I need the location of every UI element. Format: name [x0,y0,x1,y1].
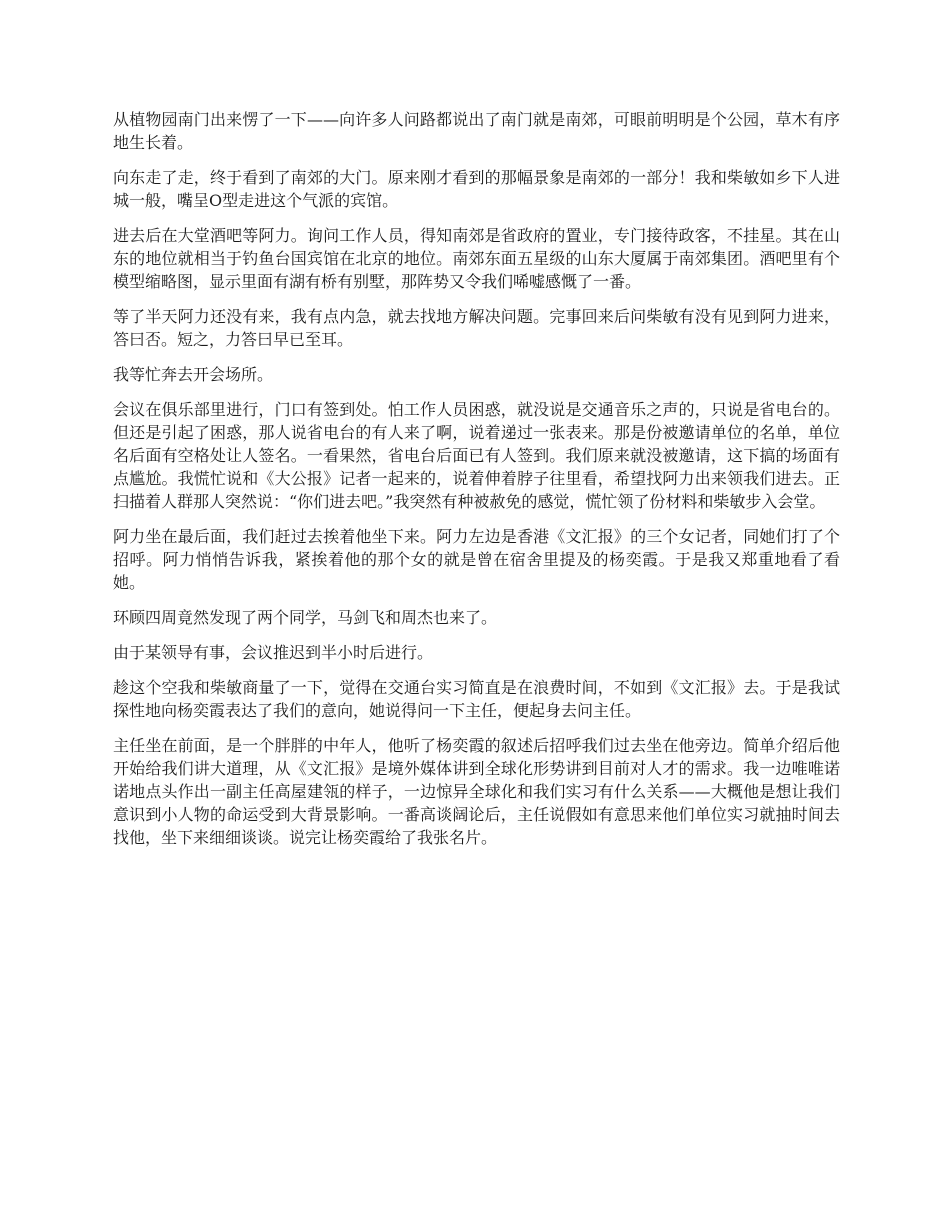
paragraph-8: 环顾四周竟然发现了两个同学，马剑飞和周杰也来了。 [113,608,498,627]
paragraph-1: 从植物园南门出来愣了一下——向许多人问路都说出了南门就是南郊，可眼前明明是个公园，草木有序地生长着。 [113,110,840,152]
paragraph-4: 等了半天阿力还没有来，我有点内急，就去找地方解决问题。完事回来后问柴敏有没有见到阿力进来，答曰否。短之，力答曰早已至耳。 [113,307,840,349]
paragraph-5: 我等忙奔去开会场所。 [113,365,274,384]
paragraph-3: 进去后在大堂酒吧等阿力。询问工作人员，得知南郊是省政府的置业，专门接待政客，不挂星。其在山东的地位就相当于钓鱼台国宾馆在北京的地位。南郊东面五星级的山东大厦属于南郊集团。酒吧里有个模型缩略图，显示里面有湖有桥有别墅，那阵势又令我们唏嘘感慨了一番。 [113,226,840,291]
paragraph-10: 趁这个空我和柴敏商量了一下，觉得在交通台实习简直是在浪费时间，不如到《文汇报》去。于是我试探性地向杨奕霞表达了我们的意向，她说得问一下主任，便起身去问主任。 [113,678,840,720]
paragraph-2: 向东走了走，终于看到了南郊的大门。原来刚才看到的那幅景象是南郊的一部分！我和柴敏如乡下人进城一般，嘴呈O型走进这个气派的宾馆。 [113,168,840,210]
paragraph-6: 会议在俱乐部里进行，门口有签到处。怕工作人员困惑，就没说是交通音乐之声的，只说是省电台的。但还是引起了困惑，那人说省电台的有人来了啊，说着递过一张表来。那是份被邀请单位的名单，单位名后面有空格处让人签名。一看果然，省电台后面已有人签到。我们原来就没被邀请，这下搞的场面有点尴尬。我慌忙说和《大公报》记者一起来的，说着伸着脖子往里看，希望找阿力出来领我们进去。正扫描着人群那人突然说：“你们进去吧。”我突然有种被赦免的感觉，慌忙领了份材料和柴敏步入会堂。 [113,400,840,511]
article-body [113,108,840,849]
paragraph-9: 由于某领导有事，会议推迟到半小时后进行。 [113,643,434,662]
paragraph-7: 阿力坐在最后面，我们赶过去挨着他坐下来。阿力左边是香港《文汇报》的三个女记者，同她们打了个招呼。阿力悄悄告诉我，紧挨着他的那个女的就是曾在宿舍里提及的杨奕霞。于是我又郑重地看了看她。 [113,527,840,592]
paragraph-11: 主任坐在前面，是一个胖胖的中年人，他听了杨奕霞的叙述后招呼我们过去坐在他旁边。简单介绍后他开始给我们讲大道理，从《文汇报》是境外媒体讲到全球化形势讲到目前对人才的需求。我一边唯唯诺诺地点头作出一副主任高屋建瓴的样子，一边惊异全球化和我们实习有什么关系——大概他是想让我们意识到小人物的命运受到大背景影响。一番高谈阔论后，主任说假如有意思来他们单位实习就抽时间去找他，坐下来细细谈谈。说完让杨奕霞给了我张名片。 [113,736,840,847]
